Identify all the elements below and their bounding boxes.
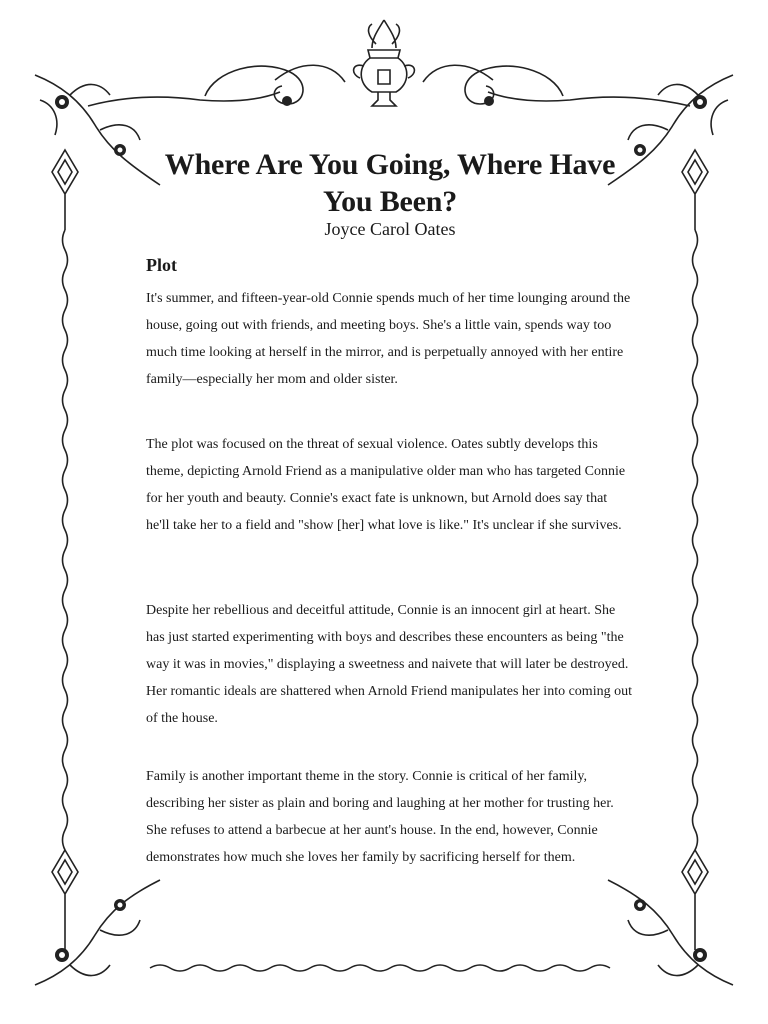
left-vine xyxy=(63,230,68,850)
bottom-right-spray xyxy=(608,880,733,985)
paragraph: Family is another important theme in the story. Connie is critical of her family, describing her sister as plain and boring and laughing at her mother for trusting her. She refuses to attend a barbecue at her aunt's house. In the end, however, Connie demonstrates how much she loves her family by sacrificing herself for them. xyxy=(146,769,614,865)
page-title: Where Are You Going, Where Have You Been? xyxy=(164,148,616,218)
paragraph: It's summer, and fifteen-year-old Connie spends much of her time lounging around the house, going out with friends, and meeting boys. She's a little vain, spends way too much time looking at herself in the mirror, and is perpetually annoyed with her entire family—especially her mom and older sister. xyxy=(146,291,631,387)
right-vine xyxy=(693,230,698,850)
paragraph: Despite her rebellious and deceitful attitude, Connie is an innocent girl at heart. She has just started experimenting with boys and describes these encounters as being "the way it was in movies," displaying a sweetness and naivete that will later be destroyed. Her romantic ideals are shattered when Arnold Friend manipulates her into coming out of the house. xyxy=(146,603,632,726)
left-bottom-diamond xyxy=(52,850,78,950)
author-name: Joyce Carol Oates xyxy=(324,219,456,239)
paragraph: The plot was focused on the threat of sexual violence. Oates subtly develops this theme, depicting Arnold Friend as a manipulative older man who has targeted Connie for her youth and beauty. Connie's exact fate is unknown, but Arnold does say that he'll take her to a field and "show [her] what love is like." It's unclear if she survives. xyxy=(146,437,626,533)
left-top-diamond xyxy=(52,150,78,230)
rose-icon xyxy=(484,96,494,106)
bottom-left-spray xyxy=(35,880,160,985)
rose-icon xyxy=(282,96,292,106)
section-heading: Plot xyxy=(146,255,177,275)
right-bottom-diamond xyxy=(682,850,708,950)
top-vine xyxy=(88,92,690,106)
right-top-diamond xyxy=(682,150,708,230)
top-left-scroll xyxy=(205,65,345,104)
bottom-vine xyxy=(150,965,610,971)
urn-icon xyxy=(354,20,415,106)
